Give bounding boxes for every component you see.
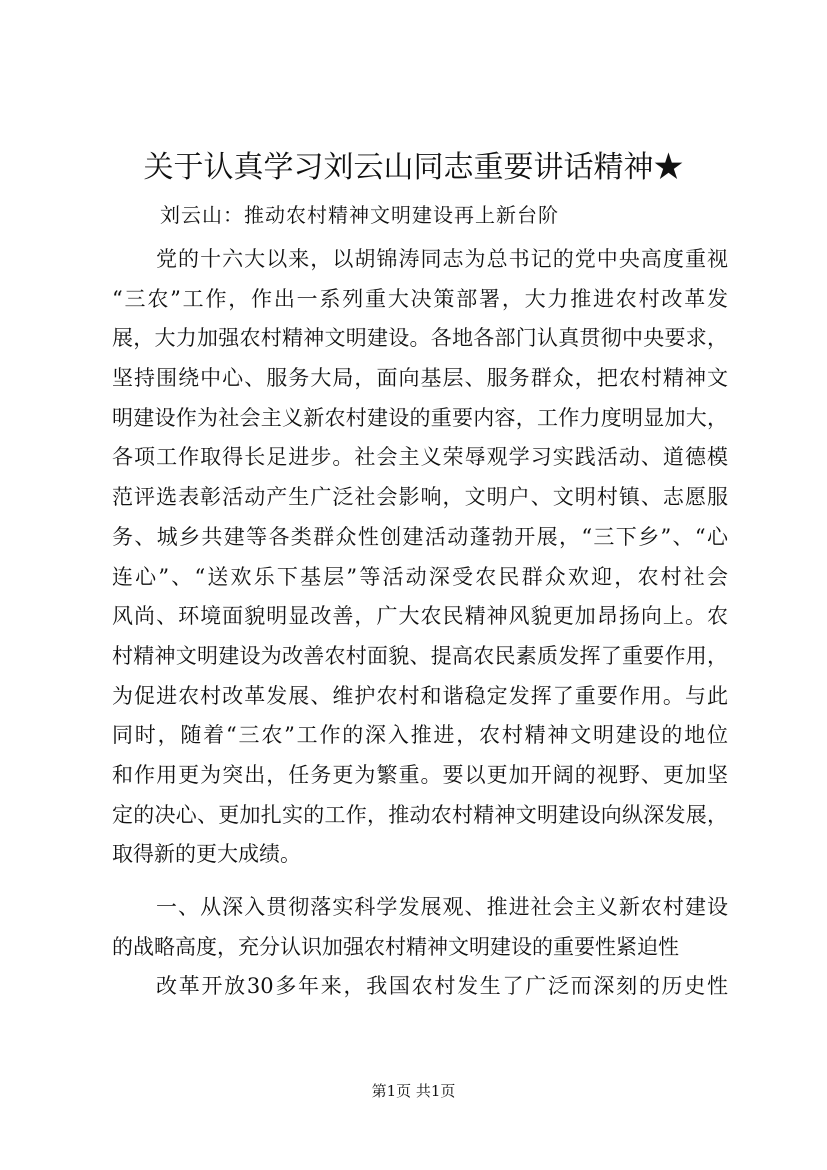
text-line: 风尚、环境面貌明显改善，广大农民精神风貌更加昂扬向上。农 xyxy=(112,604,728,629)
document-body xyxy=(112,240,728,1007)
text-line: 取得新的更大成绩。 xyxy=(112,842,301,867)
text-line: 各项工作取得长足进步。社会主义荣辱观学习实践活动、道德模 xyxy=(112,445,728,470)
text-line: 定的决心、更加扎实的工作，推动农村精神文明建设向纵深发展， xyxy=(112,802,728,827)
paragraph-2 xyxy=(112,967,728,1007)
text-line: 和作用更为突出，任务更为繁重。要以更加开阔的视野、更加坚 xyxy=(112,762,728,787)
text-line: “三农”工作，作出一系列重大决策部署，大力推进农村改革发 xyxy=(112,286,728,311)
heading-line: 一、从深入贯彻落实科学发展观、推进社会主义新农村建设 xyxy=(156,895,728,919)
text-line: 坚持围绕中心、服务大局，面向基层、服务群众，把农村精神文 xyxy=(112,366,728,391)
heading-line: 的战略高度，充分认识加强农村精神文明建设的重要性紧迫性 xyxy=(112,934,679,959)
text-line: 明建设作为社会主义新农村建设的重要内容，工作力度明显加大， xyxy=(112,405,728,430)
text-line: 村精神文明建设为改善农村面貌、提高农民素质发挥了重要作用， xyxy=(112,643,728,668)
text-line: 展，大力加强农村精神文明建设。各地各部门认真贯彻中央要求， xyxy=(112,326,728,351)
document-title: 关于认真学习刘云山同志重要讲话精神★ xyxy=(143,150,684,185)
text-line: 为促进农村改革发展、维护农村和谐稳定发挥了重要作用。与此 xyxy=(112,683,728,708)
text-line: 连心”、“送欢乐下基层”等活动深受农民群众欢迎，农村社会 xyxy=(112,564,728,589)
paragraph-1 xyxy=(112,240,728,875)
text-line: 范评选表彰活动产生广泛社会影响，文明户、文明村镇、志愿服 xyxy=(112,485,728,510)
document-subtitle: 刘云山：推动农村精神文明建设再上新台阶 xyxy=(160,203,559,227)
section-heading-1 xyxy=(112,888,728,967)
page-footer: 第1页 共1页 xyxy=(371,1082,456,1100)
text-line: 党的十六大以来，以胡锦涛同志为总书记的党中央高度重视 xyxy=(156,247,728,271)
text-line: 改革开放30多年来，我国农村发生了广泛而深刻的历史性 xyxy=(156,974,728,999)
text-line: 务、城乡共建等各类群众性创建活动蓬勃开展，“三下乡”、“心 xyxy=(112,524,728,549)
text-line: 同时，随着“三农”工作的深入推进，农村精神文明建设的地位 xyxy=(112,723,728,748)
